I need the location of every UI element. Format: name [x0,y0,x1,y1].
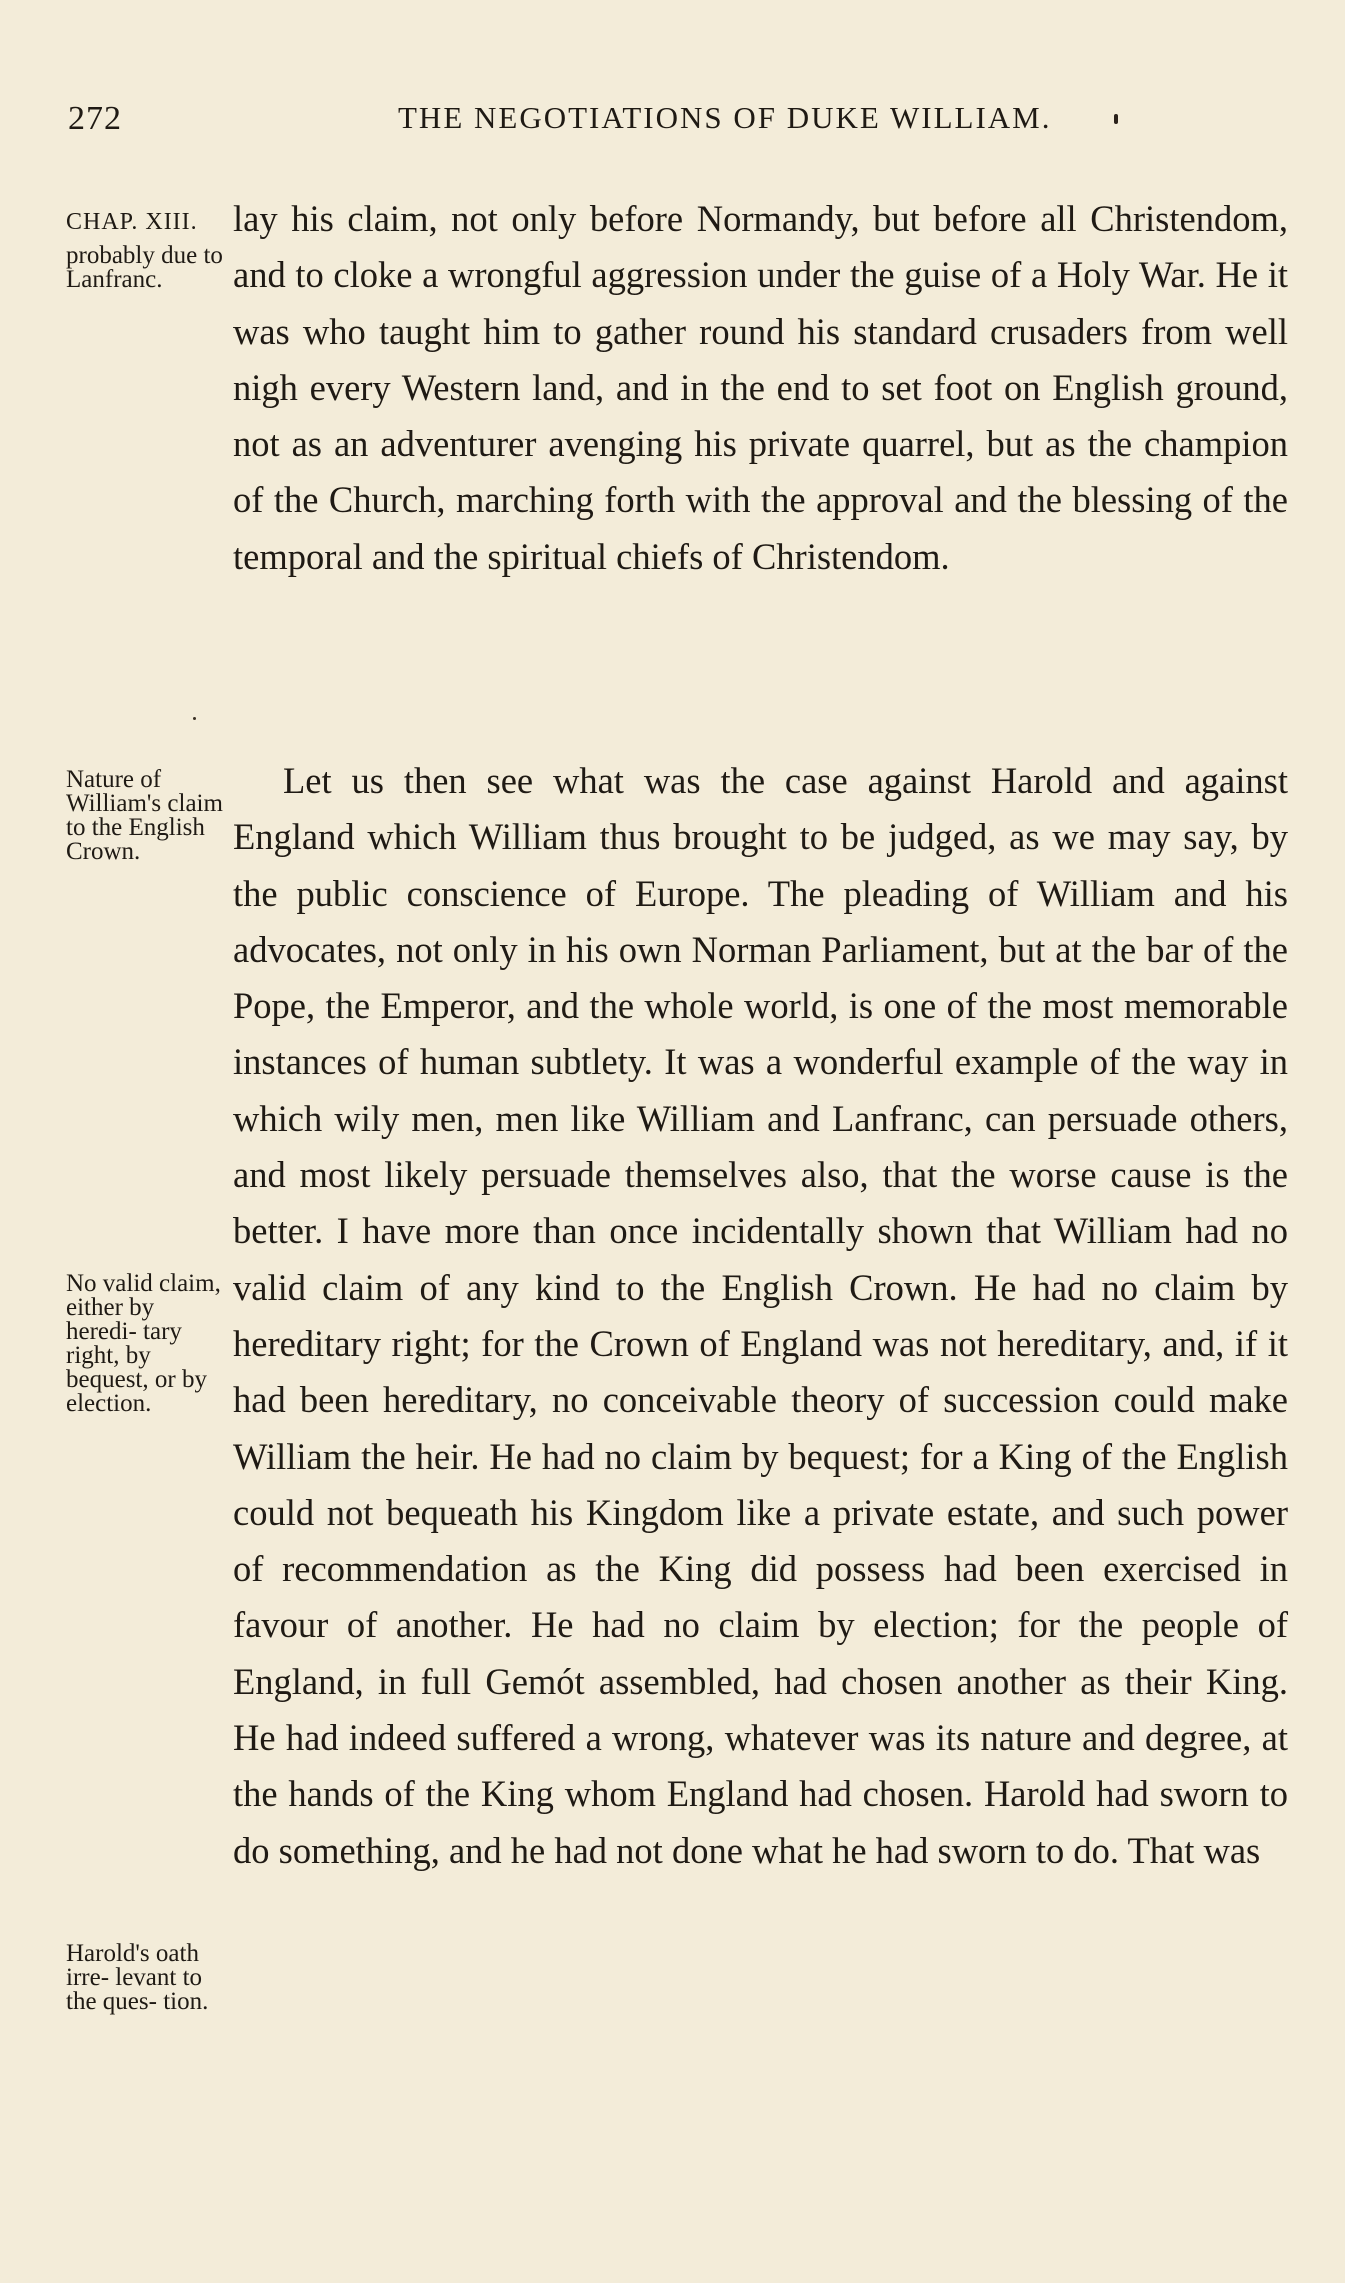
stray-dot [193,717,196,720]
ink-speck [1114,114,1118,124]
page-header [68,100,1288,150]
body-paragraph-2: Let us then see what was the case against Harold and against England which William thus brought to be judged, as we may say, by the public conscience of Europe. The pleading of William and his advocates, not only in his own Norman Parliament, but at the bar of the Pope, the Emperor, and the whole world, is one of the most memorable instances of human subtlety. It was a wonderful example of the way in which wily men, men like William and Lanfranc, can persuade others, and most likely persuade themselves also, that the worse cause is the better. I have more than once incidentally shown that William had no valid claim of any kind to the English Crown. He had no claim by hereditary right; for the Crown of England was not hereditary, and, if it had been hereditary, no conceivable theory of succession could make William the heir. He had no claim by bequest; for a King of the English could not bequeath his Kingdom like a private estate, and such power of recommendation as the King did possess had been exercised in favour of another. He had no claim by election; for the people of England, in full Gemót assembled, had chosen another as their King. He had indeed suffered a wrong, whatever was its nature and degree, at the hands of the King whom England had chosen. Harold had sworn to do something, and he had not done what he had sworn to do. That was [233,760,1288,1871]
margin-note-nature-of-claim: Nature of William's claim to the English Crown. [66,766,223,865]
margin-note-no-valid-claim: No valid claim, either by heredi- tary right, by bequest, or by election. [66,1270,221,1417]
margin-note-harolds-oath: Harold's oath irre- levant to the ques- tion. [66,1940,209,2015]
margin-note-lanfranc: probably due to Lanfranc. [66,242,223,293]
running-title: THE NEGOTIATIONS OF DUKE WILLIAM. [398,100,1052,135]
body-paragraph-1: lay his claim, not only before Normandy, but before all Christendom, and to cloke a wrongful aggression under the guise of a Holy War. He it was who taught him to gather round his standard crusaders from well nigh every Western land, and in the end to set foot on English ground, not as an adventurer avenging his private quarrel, but as the champion of the Church, marching forth with the approval and the blessing of the temporal and the spiritual chiefs of Christendom. [233,198,1288,577]
margin-note-chapter: CHAP. XIII. [66,209,198,235]
page-number: 272 [68,100,122,137]
